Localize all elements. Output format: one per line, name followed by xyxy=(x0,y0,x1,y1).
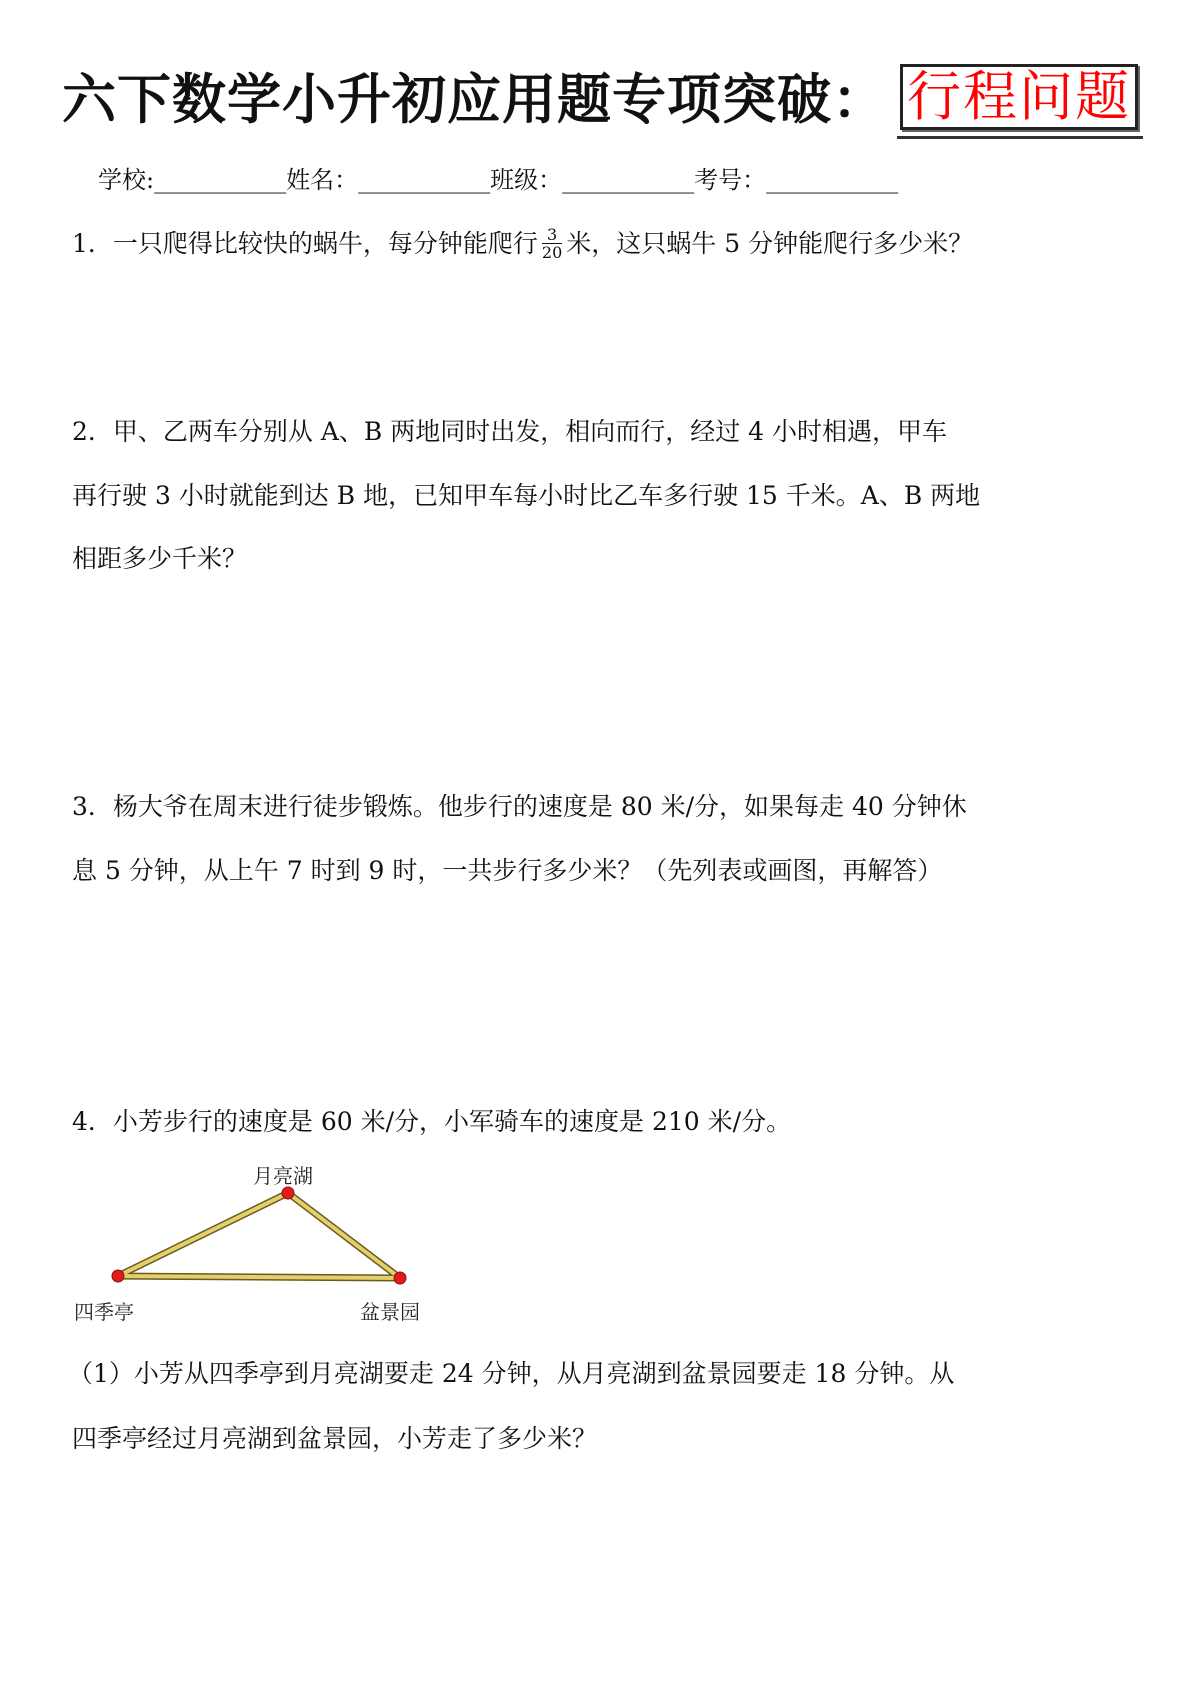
question-2-line-3: 相距多少千米？ xyxy=(72,544,248,573)
fraction-numerator: 3 xyxy=(542,226,562,244)
label-bonsai-garden: 盆景园 xyxy=(360,1300,420,1324)
fraction-denominator: 20 xyxy=(541,243,563,262)
question-1-text-after: 米，这只蜗牛 5 分钟能爬行多少米？ xyxy=(566,229,974,258)
label-four-seasons-pavilion: 四季亭 xyxy=(74,1300,134,1324)
route-diagram xyxy=(60,1160,460,1330)
question-4-sub-1-line-2: 四季亭经过月亮湖到盆景园，小芳走了多少米？ xyxy=(72,1424,598,1453)
question-3-line-1: 3．杨大爷在周末进行徒步锻炼。他步行的速度是 80 米/分，如果每走 40 分钟休 xyxy=(72,792,967,821)
fraction-3-20 xyxy=(542,226,562,261)
page-title: 六下数学小升初应用题专项突破： xyxy=(62,68,887,131)
label-moon-lake: 月亮湖 xyxy=(253,1164,313,1188)
student-info-line: 学校:___________姓名：___________班级：___________考号：___________ xyxy=(98,166,899,194)
topic-underline xyxy=(897,136,1143,139)
question-2-line-1: 2．甲、乙两车分别从 A、B 两地同时出发，相向而行，经过 4 小时相遇，甲车 xyxy=(72,417,948,446)
question-1 xyxy=(72,226,973,263)
question-1-text-before: 1．一只爬得比较快的蜗牛，每分钟能爬行 xyxy=(72,229,538,258)
question-4-line-1: 4．小芳步行的速度是 60 米/分，小军骑车的速度是 210 米/分。 xyxy=(72,1107,792,1136)
topic-label: 行程问题 xyxy=(907,65,1131,128)
question-3-line-2: 息 5 分钟，从上午 7 时到 9 时，一共步行多少米？（先列表或画图，再解答） xyxy=(72,856,943,885)
question-2-line-2: 再行驶 3 小时就能到达 B 地，已知甲车每小时比乙车多行驶 15 千米。A、B 两地 xyxy=(72,481,981,510)
topic-badge xyxy=(900,64,1138,130)
question-4-sub-1-line-1: （1）小芳从四季亭到月亮湖要走 24 分钟，从月亮湖到盆景园要走 18 分钟。从 xyxy=(68,1359,955,1388)
